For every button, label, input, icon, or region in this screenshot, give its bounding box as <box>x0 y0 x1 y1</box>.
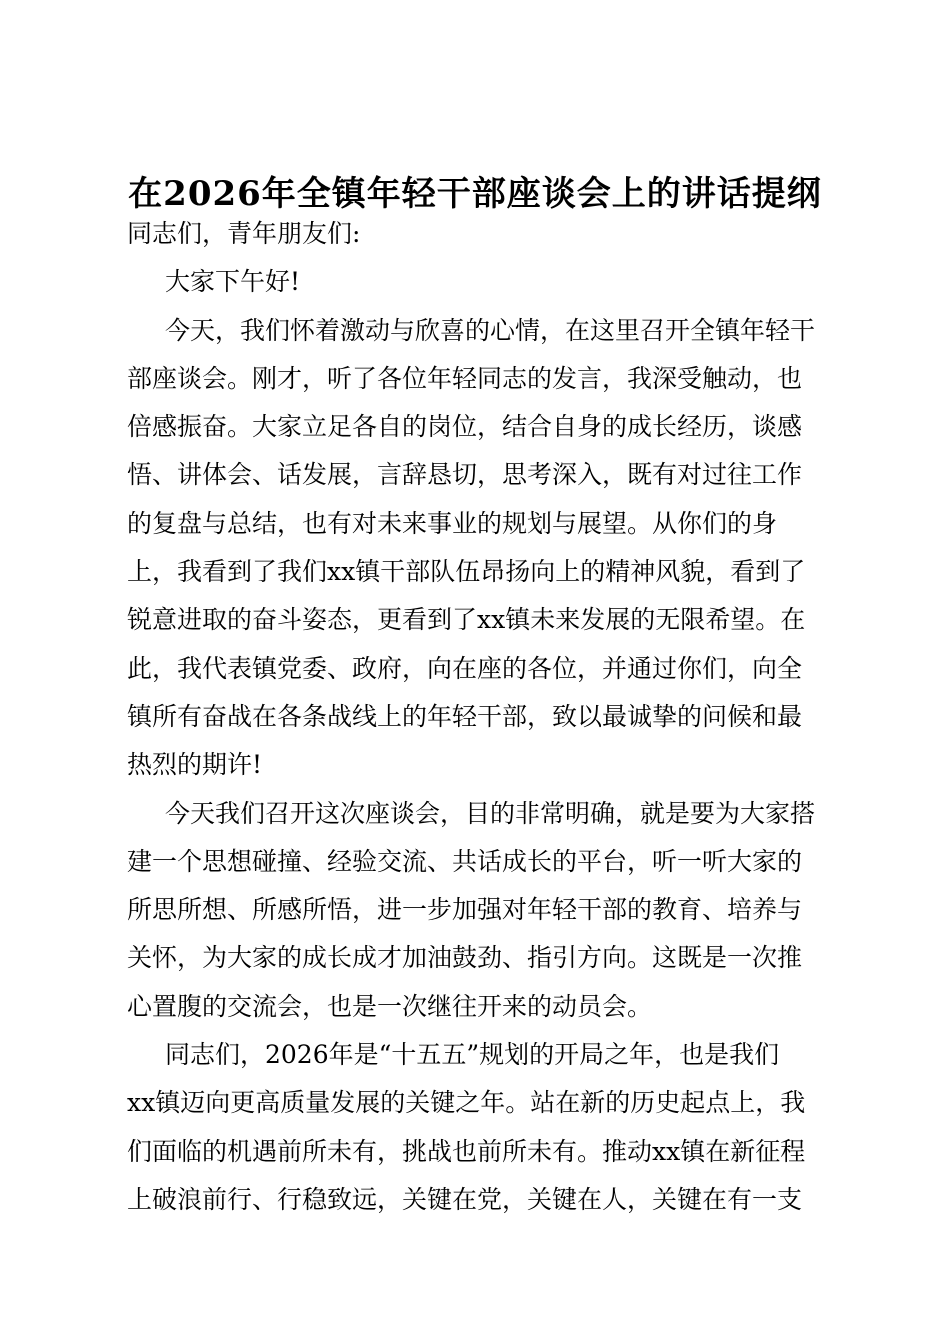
text-line: 关怀，为大家的成长成才加油鼓劲、指引方向。这既是一次推 <box>127 943 803 973</box>
text-line: 同志们，青年朋友们: <box>127 219 361 248</box>
text-line: 今天我们召开这次座谈会，目的非常明确，就是要为大家搭 <box>165 798 816 828</box>
text-line: 的复盘与总结，也有对未来事业的规划与展望。从你们的身 <box>127 508 778 538</box>
text-line: 所思所想、所感所悟，进一步加强对年轻干部的教育、培养与 <box>127 895 803 925</box>
text-line: 此，我代表镇党委、政府，向在座的各位，并通过你们，向全 <box>127 653 803 683</box>
text-line: 悟、讲体会、话发展，言辞恳切，思考深入，既有对过往工作 <box>127 460 803 490</box>
text-line: 大家下午好! <box>165 267 301 297</box>
text-line: 今天，我们怀着激动与欣喜的心情，在这里召开全镇年轻干 <box>165 315 816 345</box>
document-title: 在2026年全镇年轻干部座谈会上的讲话提纲 <box>128 174 822 214</box>
text-line: 镇所有奋战在各条战线上的年轻干部，致以最诚挚的问候和最 <box>127 701 803 731</box>
text-line: 同志们，2026年是“十五五”规划的开局之年，也是我们 <box>165 1040 780 1070</box>
text-line: 们面临的机遇前所未有，挑战也前所未有。推动xx镇在新征程 <box>127 1136 806 1166</box>
text-line: xx镇迈向更高质量发展的关键之年。站在新的历史起点上，我 <box>127 1088 806 1118</box>
text-line: 倍感振奋。大家立足各自的岗位，结合自身的成长经历，谈感 <box>127 412 803 442</box>
text-line: 心置腹的交流会，也是一次继往开来的动员会。 <box>127 991 653 1021</box>
text-line: 建一个思想碰撞、经验交流、共话成长的平台，听一听大家的 <box>127 846 803 876</box>
document-body <box>127 210 827 1224</box>
text-line: 锐意进取的奋斗姿态，更看到了xx镇未来发展的无限希望。在 <box>127 605 806 635</box>
text-line: 上破浪前行、行稳致远，关键在党，关键在人，关键在有一支 <box>127 1184 803 1214</box>
text-line: 上，我看到了我们xx镇干部队伍昂扬向上的精神风貌，看到了 <box>127 557 806 587</box>
text-line: 部座谈会。刚才，听了各位年轻同志的发言，我深受触动，也 <box>127 363 803 393</box>
text-line: 热烈的期许! <box>127 750 263 780</box>
